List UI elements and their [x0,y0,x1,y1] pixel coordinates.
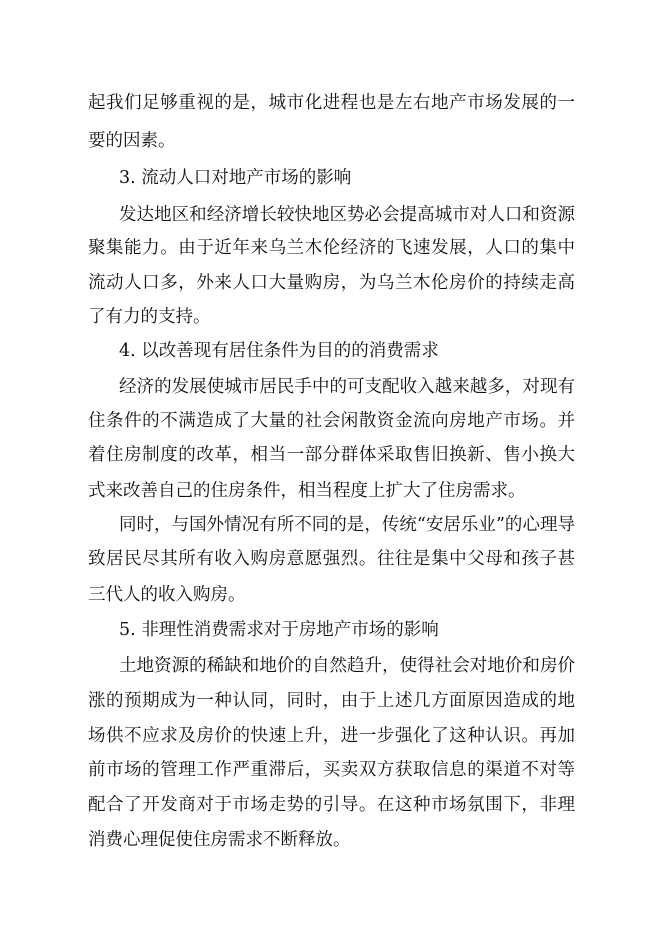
paragraph-line: 前市场的管理工作严重滞后，买卖双方获取信息的渠道不对等 [88,760,575,780]
paragraph-line: 三代人的收入购房。 [88,585,246,605]
paragraph-line: 了有力的支持。 [88,307,211,327]
paragraph-line: 经济的发展使城市居民手中的可支配收入越来越多，对现有 [119,377,575,397]
paragraph-line: 场供不应求及房价的快速上升，进一步强化了这种认识。再加 [88,726,575,746]
paragraph-line: 式来改善自己的住房条件，相当程度上扩大了住房需求。 [88,481,526,501]
paragraph-line: 着住房制度的改革，相当一部分群体采取售旧换新、售小换大 [88,445,575,465]
paragraph-line: 消费心理促使住房需求不断释放。 [88,830,351,850]
paragraph-line: 发达地区和经济增长较快地区势必会提高城市对人口和资源 [119,205,575,225]
section-heading-3: 3. 流动人口对地产市场的影响 [119,168,352,188]
paragraph-line: 土地资源的稀缺和地价的自然趋升，使得社会对地价和房价 [119,656,575,676]
section-heading-4: 4. 以改善现有居住条件为目的的消费需求 [119,341,439,361]
paragraph-line: 住条件的不满造成了大量的社会闲散资金流向房地产市场。并 [88,411,575,431]
paragraph-line: 聚集能力。由于近年来乌兰木伦经济的飞速发展，人口的集中 [88,238,575,258]
paragraph-line: 同时，与国外情况有所不同的是，传统“安居乐业”的心理导 [119,515,575,535]
paragraph-line: 配合了开发商对于市场走势的引导。在这种市场氛围下，非理 [88,795,575,815]
paragraph-line: 要的因素。 [88,131,176,151]
paragraph-line: 流动人口多，外来人口大量购房，为乌兰木伦房价的持续走高 [88,273,575,293]
paragraph-line: 致居民尽其所有收入购房意愿强烈。往往是集中父母和孩子甚 [88,549,575,569]
paragraph-line: 起我们足够重视的是，城市化进程也是左右地产市场发展的一 [88,93,575,113]
paragraph-line: 涨的预期成为一种认同，同时，由于上述几方面原因造成的地 [88,691,575,711]
section-heading-5: 5. 非理性消费需求对于房地产市场的影响 [119,620,439,640]
